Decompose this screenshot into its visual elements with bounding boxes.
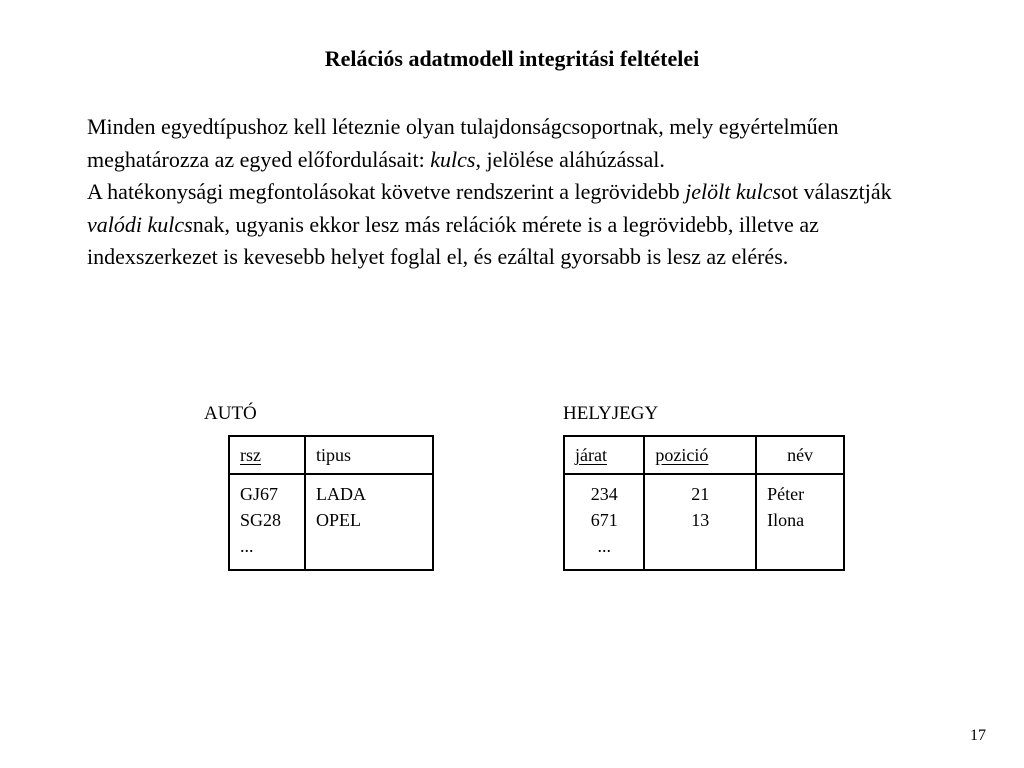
page-number: 17 bbox=[970, 727, 986, 744]
table-cell-column bbox=[564, 474, 644, 570]
table-cell: LADA bbox=[316, 484, 366, 504]
table-cell-ellipsis: ... bbox=[240, 536, 254, 556]
table-cell: 234 bbox=[590, 484, 618, 504]
paragraph-efficiency bbox=[87, 176, 947, 274]
body-text bbox=[87, 111, 947, 274]
paragraph-text: , jelölése aláhúzással. bbox=[475, 146, 665, 172]
relation-table bbox=[563, 435, 845, 571]
column-header-key: rsz bbox=[229, 436, 305, 474]
paragraph-text: nak, ugyanis ekkor lesz más relációk mérete is a legrövidebb, illetve az indexszerkezet is kevesebb helyet foglal el, és ezáltal gyorsabb is lesz az elérés. bbox=[87, 211, 819, 269]
relation-name: AUTÓ bbox=[204, 403, 257, 424]
slide-title: Relációs adatmodell integritási feltételei bbox=[324, 46, 700, 71]
column-header: név bbox=[756, 436, 844, 474]
table-cell: GJ67 bbox=[240, 484, 279, 504]
table-cell-ellipsis: ... bbox=[597, 536, 611, 556]
relation-name: HELYJEGY bbox=[563, 403, 659, 424]
term-jelolt-kulcs: jelölt kulcs bbox=[685, 179, 782, 204]
term-valodi-kulcs: valódi kulcs bbox=[87, 211, 193, 237]
column-header-key: járat bbox=[564, 436, 644, 474]
table-cell: Ilona bbox=[767, 510, 805, 530]
table-data-block bbox=[564, 474, 844, 570]
column-header-key: pozició bbox=[644, 436, 756, 474]
table-header-row bbox=[564, 436, 844, 474]
paragraph-text: A hatékonysági megfontolásokat követve rendszerint a legrövidebb bbox=[87, 179, 686, 204]
table-header-row bbox=[229, 436, 433, 474]
paragraph-text: ot választják bbox=[781, 179, 892, 204]
table-cell-column bbox=[229, 474, 305, 570]
term-kulcs: kulcs bbox=[430, 146, 476, 172]
table-cell: 13 bbox=[691, 510, 710, 530]
table-cell-column bbox=[756, 474, 844, 570]
table-cell: Péter bbox=[767, 484, 805, 504]
table-cell: SG28 bbox=[240, 510, 282, 530]
paragraph-key-definition bbox=[87, 111, 947, 176]
table-cell: 21 bbox=[691, 484, 710, 504]
table-cell-column bbox=[644, 474, 756, 570]
table-cell: OPEL bbox=[316, 510, 361, 530]
column-header: tipus bbox=[305, 436, 433, 474]
relation-table bbox=[228, 435, 434, 571]
table-cell: 671 bbox=[590, 510, 618, 530]
table-cell-column bbox=[305, 474, 433, 570]
table-data-block bbox=[229, 474, 433, 570]
paragraph-text: Minden egyedtípushoz kell léteznie olyan tulajdonságcsoportnak, mely egyértelműen meghatározza az egyed előfordulásait: bbox=[87, 114, 839, 172]
